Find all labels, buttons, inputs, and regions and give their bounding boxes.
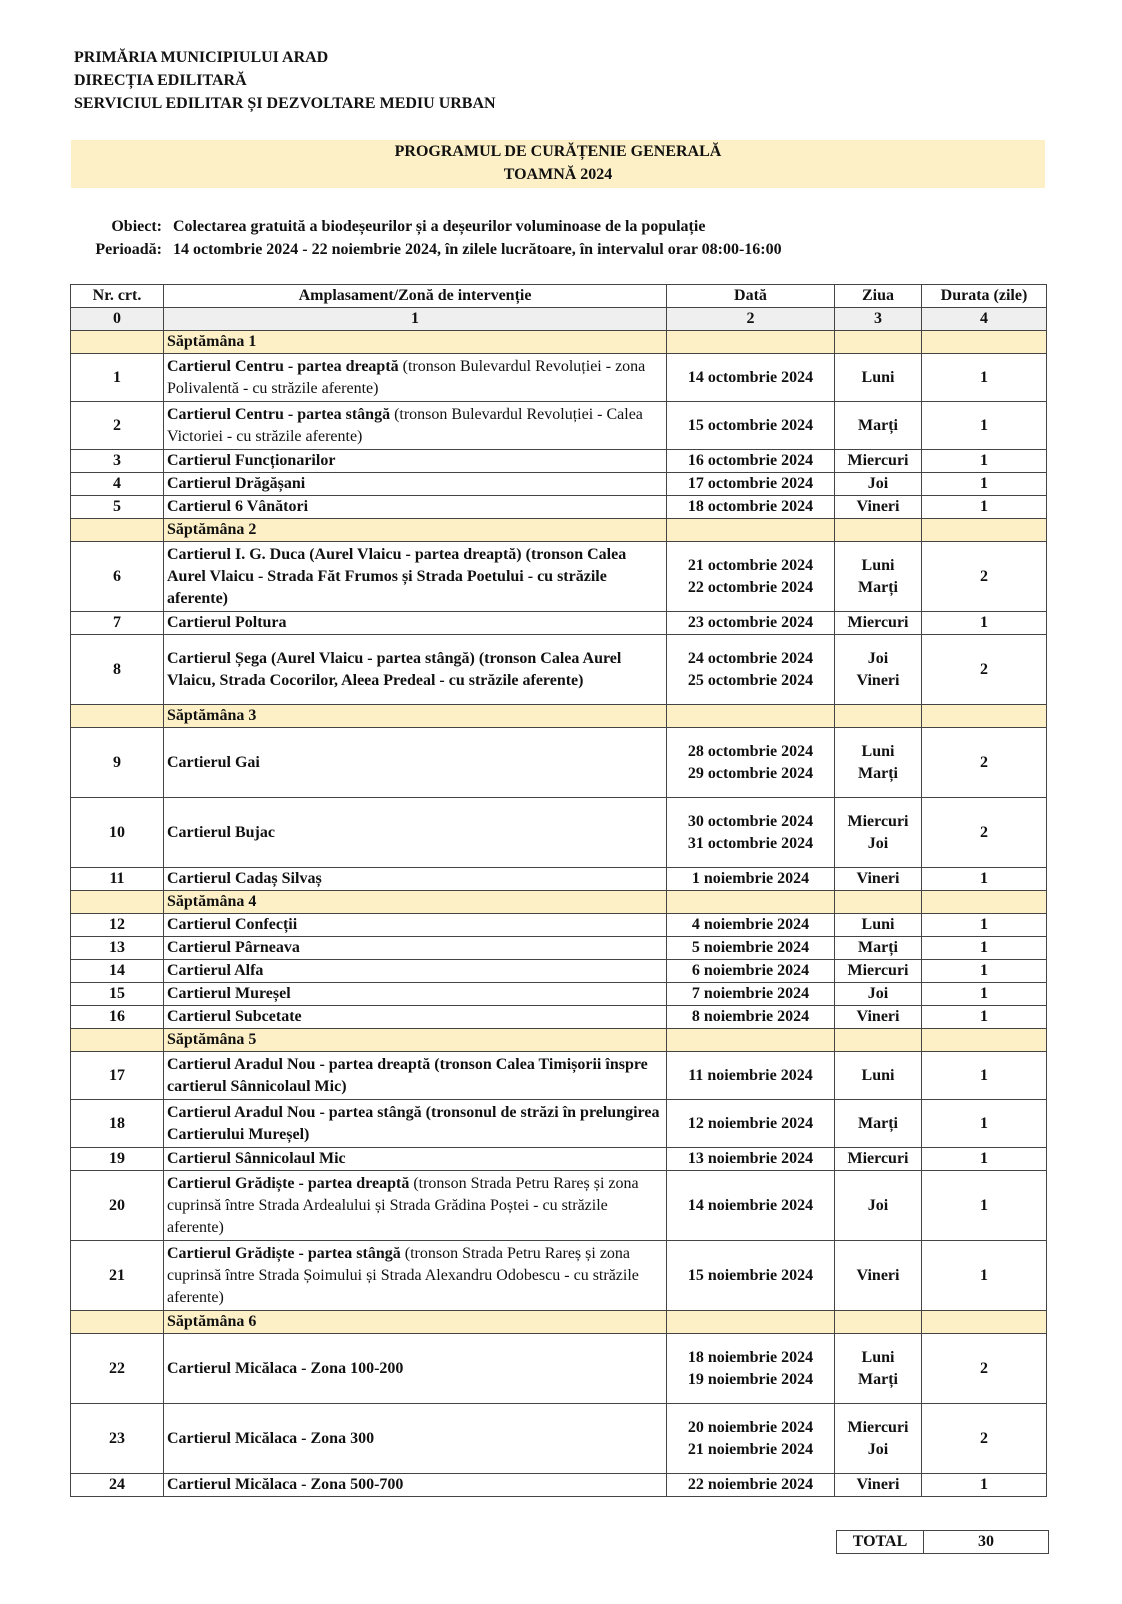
column-index: 2 (667, 308, 835, 331)
day-value: Vineri (856, 498, 900, 515)
date-value: 28 octombrie 2024 (687, 742, 814, 760)
week-spacer (71, 519, 164, 542)
date-cell (667, 1006, 835, 1029)
date-cell (667, 1241, 835, 1311)
location-name: Cartierul Subcetate (167, 1008, 302, 1025)
location-name: Cartierul Sânnicolaul Mic (167, 1150, 346, 1167)
week-spacer (667, 705, 835, 728)
location-description: (tronson Bulevardul Revoluției - Calea Victoriei - cu străzile aferente) (167, 405, 643, 445)
column-header: Nr. crt. (71, 285, 164, 308)
week-spacer (71, 705, 164, 728)
day-value: Vineri (856, 870, 900, 887)
day-value: Marți (858, 578, 898, 596)
date-value: 16 octombrie 2024 (687, 452, 814, 469)
date-value: 12 noiembrie 2024 (687, 1114, 814, 1132)
table-row (71, 914, 1047, 937)
day-cell (835, 635, 922, 705)
week-row (71, 705, 1047, 728)
row-number: 11 (71, 868, 164, 891)
week-label: Săptămâna 4 (164, 891, 667, 914)
table-header-row (71, 285, 1047, 308)
date-value: 4 noiembrie 2024 (691, 916, 810, 933)
row-number: 8 (71, 635, 164, 705)
week-spacer (71, 891, 164, 914)
date-value: 7 noiembrie 2024 (691, 985, 810, 1002)
table-row (71, 960, 1047, 983)
table-row (71, 1100, 1047, 1148)
row-number: 5 (71, 496, 164, 519)
table-row (71, 728, 1047, 798)
day-cell (835, 1474, 922, 1497)
table-row (71, 1334, 1047, 1404)
document-meta (78, 215, 782, 261)
table-row (71, 868, 1047, 891)
duration-cell: 2 (922, 1334, 1047, 1404)
duration-cell: 1 (922, 1052, 1047, 1100)
column-header: Amplasament/Zonă de intervenție (164, 285, 667, 308)
date-value: 18 octombrie 2024 (687, 498, 814, 515)
day-value: Marți (858, 939, 898, 956)
location-cell (164, 1171, 667, 1241)
week-row (71, 1029, 1047, 1052)
date-cell (667, 728, 835, 798)
location-name: Cartierul 6 Vânători (167, 498, 309, 515)
row-number: 20 (71, 1171, 164, 1241)
total-row (837, 1531, 1049, 1554)
week-spacer (71, 331, 164, 354)
date-value: 21 noiembrie 2024 (687, 1440, 814, 1458)
location-name: Cartierul Micălaca - Zona 500-700 (167, 1476, 404, 1493)
day-value: Joi (867, 1440, 889, 1458)
duration-cell: 1 (922, 937, 1047, 960)
obiect-value: Colectarea gratuită a biodeșeurilor și a deșeurilor voluminoase de la populație (173, 218, 706, 235)
day-value: Vineri (856, 1266, 900, 1284)
date-cell (667, 473, 835, 496)
week-row (71, 519, 1047, 542)
day-cell (835, 868, 922, 891)
location-cell (164, 496, 667, 519)
day-value: Marți (858, 764, 898, 782)
day-cell (835, 1241, 922, 1311)
org-line-2: DIRECȚIA EDILITARĂ (74, 72, 247, 89)
date-cell (667, 868, 835, 891)
table-row (71, 1006, 1047, 1029)
location-name: Cartierul Gai (167, 753, 260, 771)
location-cell (164, 354, 667, 402)
location-cell (164, 798, 667, 868)
day-value: Luni (861, 1066, 895, 1084)
week-spacer (667, 1311, 835, 1334)
row-number: 1 (71, 354, 164, 402)
day-cell (835, 960, 922, 983)
location-cell (164, 960, 667, 983)
date-cell (667, 450, 835, 473)
date-value: 22 octombrie 2024 (687, 578, 814, 596)
location-description: (tronson Bulevardul Revoluției - zona Polivalentă - cu străzile aferente) (167, 357, 646, 397)
duration-cell: 2 (922, 1404, 1047, 1474)
week-spacer (667, 1029, 835, 1052)
location-name: Cartierul I. G. Duca (Aurel Vlaicu - partea dreaptă) (tronson Calea Aurel Vlaicu - Strada Făt Frumos și Strada Poetului - cu străzile aferente) (167, 545, 627, 607)
table-row (71, 473, 1047, 496)
date-cell (667, 937, 835, 960)
day-value: Joi (867, 1196, 889, 1214)
location-cell (164, 612, 667, 635)
org-line-3: SERVICIUL EDILITAR ȘI DEZVOLTARE MEDIU URBAN (74, 95, 496, 112)
date-value: 15 octombrie 2024 (687, 416, 814, 434)
table-row (71, 1052, 1047, 1100)
location-name: Cartierul Pârneava (167, 939, 300, 956)
date-cell (667, 1334, 835, 1404)
location-description: (tronson Strada Petru Rareș și zona cuprinsă între Strada Ardealului și Strada Grădina Poștei - cu străzile aferente) (167, 1174, 639, 1236)
day-cell (835, 402, 922, 450)
duration-cell: 1 (922, 496, 1047, 519)
week-spacer (667, 519, 835, 542)
day-cell (835, 450, 922, 473)
location-name: Cartierul Mureșel (167, 985, 291, 1002)
day-cell (835, 1100, 922, 1148)
location-name: Cartierul Grădiște - partea stângă (167, 1244, 401, 1262)
date-cell (667, 914, 835, 937)
day-value: Marți (858, 416, 898, 434)
row-number: 18 (71, 1100, 164, 1148)
table-row (71, 798, 1047, 868)
total-value: 30 (924, 1531, 1049, 1554)
column-index: 0 (71, 308, 164, 331)
date-cell (667, 612, 835, 635)
date-value: 30 octombrie 2024 (687, 812, 814, 830)
week-spacer (835, 891, 922, 914)
location-cell (164, 1241, 667, 1311)
location-name: Cartierul Alfa (167, 962, 264, 979)
location-description: (tronson Strada Petru Rareș și zona cuprinsă între Strada Șoimului și Strada Alexandru Odobescu - cu străzile aferente) (167, 1244, 639, 1306)
week-spacer (835, 1029, 922, 1052)
column-index: 3 (835, 308, 922, 331)
row-number: 17 (71, 1052, 164, 1100)
day-value: Marți (858, 1114, 898, 1132)
table-row (71, 450, 1047, 473)
row-number: 7 (71, 612, 164, 635)
duration-cell: 2 (922, 635, 1047, 705)
location-cell (164, 1052, 667, 1100)
day-cell (835, 1148, 922, 1171)
date-cell (667, 1404, 835, 1474)
week-spacer (922, 331, 1047, 354)
week-spacer (667, 331, 835, 354)
duration-cell: 1 (922, 914, 1047, 937)
day-value: Marți (858, 1370, 898, 1388)
week-spacer (835, 705, 922, 728)
week-spacer (922, 519, 1047, 542)
duration-cell: 1 (922, 612, 1047, 635)
week-label: Săptămâna 5 (164, 1029, 667, 1052)
week-row (71, 331, 1047, 354)
duration-cell: 1 (922, 354, 1047, 402)
duration-cell: 1 (922, 983, 1047, 1006)
duration-cell: 1 (922, 402, 1047, 450)
obiect-label: Obiect: (111, 218, 162, 235)
date-value: 19 noiembrie 2024 (687, 1370, 814, 1388)
table-row (71, 635, 1047, 705)
date-cell (667, 1100, 835, 1148)
date-cell (667, 354, 835, 402)
organization-header (74, 46, 496, 115)
week-spacer (835, 1311, 922, 1334)
total-table (836, 1530, 1049, 1554)
date-cell (667, 1148, 835, 1171)
duration-cell: 1 (922, 450, 1047, 473)
title-line-1: PROGRAMUL DE CURĂȚENIE GENERALĂ (394, 143, 722, 160)
date-value: 22 noiembrie 2024 (687, 1476, 814, 1493)
column-header: Dată (667, 285, 835, 308)
row-number: 10 (71, 798, 164, 868)
location-cell (164, 1474, 667, 1497)
day-value: Joi (867, 649, 889, 667)
location-cell (164, 983, 667, 1006)
row-number: 12 (71, 914, 164, 937)
row-number: 3 (71, 450, 164, 473)
date-cell (667, 542, 835, 612)
perioada-label: Perioadă: (95, 241, 162, 258)
table-row (71, 496, 1047, 519)
location-name: Cartierul Aradul Nou - partea stângă (tronsonul de străzi în prelungirea Cartierului Mureșel) (167, 1103, 660, 1143)
date-value: 14 octombrie 2024 (687, 368, 814, 386)
week-spacer (71, 1029, 164, 1052)
table-row (71, 1148, 1047, 1171)
date-value: 11 noiembrie 2024 (688, 1066, 813, 1084)
location-name: Cartierul Centru - partea dreaptă (167, 357, 399, 375)
location-name: Cartierul Drăgășani (167, 475, 306, 492)
meta-obiect (78, 215, 782, 238)
day-value: Joi (867, 475, 889, 492)
date-value: 20 noiembrie 2024 (687, 1418, 814, 1436)
day-cell (835, 612, 922, 635)
week-spacer (667, 891, 835, 914)
day-value: Luni (861, 556, 895, 574)
day-value: Miercuri (847, 962, 909, 979)
table-row (71, 1404, 1047, 1474)
table-row (71, 1171, 1047, 1241)
day-cell (835, 1052, 922, 1100)
location-cell (164, 1148, 667, 1171)
row-number: 9 (71, 728, 164, 798)
column-index: 4 (922, 308, 1047, 331)
week-label: Săptămâna 1 (164, 331, 667, 354)
location-name: Cartierul Micălaca - Zona 100-200 (167, 1359, 404, 1377)
document-title (71, 140, 1045, 188)
day-value: Vineri (856, 1008, 900, 1025)
day-cell (835, 937, 922, 960)
location-cell (164, 635, 667, 705)
table-row (71, 542, 1047, 612)
date-value: 25 octombrie 2024 (687, 671, 814, 689)
date-value: 17 octombrie 2024 (687, 475, 814, 492)
column-index-row (71, 308, 1047, 331)
day-value: Luni (861, 1348, 895, 1366)
date-cell (667, 960, 835, 983)
day-value: Miercuri (847, 1418, 909, 1436)
date-value: 5 noiembrie 2024 (691, 939, 810, 956)
duration-cell: 1 (922, 868, 1047, 891)
table-row (71, 1241, 1047, 1311)
date-cell (667, 635, 835, 705)
week-spacer (71, 1311, 164, 1334)
day-value: Miercuri (847, 812, 909, 830)
date-value: 23 octombrie 2024 (687, 614, 814, 631)
day-value: Miercuri (847, 614, 909, 631)
week-spacer (922, 891, 1047, 914)
row-number: 13 (71, 937, 164, 960)
duration-cell: 1 (922, 960, 1047, 983)
column-header: Ziua (835, 285, 922, 308)
row-number: 19 (71, 1148, 164, 1171)
location-name: Cartierul Confecții (167, 916, 298, 933)
location-cell (164, 450, 667, 473)
title-line-2: TOAMNĂ 2024 (503, 166, 613, 183)
location-cell (164, 402, 667, 450)
perioada-value: 14 octombrie 2024 - 22 noiembrie 2024, în zilele lucrătoare, în intervalul orar 08:00-16:00 (173, 241, 782, 258)
org-line-1: PRIMĂRIA MUNICIPIULUI ARAD (74, 49, 329, 66)
day-value: Joi (867, 985, 889, 1002)
duration-cell: 1 (922, 1148, 1047, 1171)
date-value: 8 noiembrie 2024 (691, 1008, 810, 1025)
row-number: 6 (71, 542, 164, 612)
date-cell (667, 1171, 835, 1241)
day-value: Miercuri (847, 452, 909, 469)
duration-cell: 1 (922, 1474, 1047, 1497)
day-cell (835, 473, 922, 496)
date-cell (667, 402, 835, 450)
day-cell (835, 914, 922, 937)
day-value: Luni (861, 368, 895, 386)
row-number: 24 (71, 1474, 164, 1497)
location-name: Cartierul Șega (Aurel Vlaicu - partea stângă) (tronson Calea Aurel Vlaicu, Strada Cocorilor, Aleea Predeal - cu străzile aferente) (167, 649, 622, 689)
day-value: Miercuri (847, 1150, 909, 1167)
table-row (71, 612, 1047, 635)
date-value: 1 noiembrie 2024 (691, 870, 810, 887)
row-number: 22 (71, 1334, 164, 1404)
date-value: 15 noiembrie 2024 (687, 1266, 814, 1284)
day-cell (835, 1404, 922, 1474)
duration-cell: 1 (922, 1241, 1047, 1311)
location-name: Cartierul Centru - partea stângă (167, 405, 391, 423)
week-spacer (922, 705, 1047, 728)
location-cell (164, 937, 667, 960)
week-row (71, 1311, 1047, 1334)
date-value: 24 octombrie 2024 (687, 649, 814, 667)
location-name: Cartierul Aradul Nou - partea dreaptă (tronson Calea Timișorii înspre cartierul Sânnicolaul Mic) (167, 1055, 648, 1095)
date-value: 21 octombrie 2024 (687, 556, 814, 574)
table-row (71, 402, 1047, 450)
day-cell (835, 1006, 922, 1029)
date-value: 6 noiembrie 2024 (691, 962, 810, 979)
duration-cell: 1 (922, 473, 1047, 496)
table-row (71, 937, 1047, 960)
row-number: 2 (71, 402, 164, 450)
day-value: Luni (861, 916, 895, 933)
week-spacer (835, 331, 922, 354)
row-number: 21 (71, 1241, 164, 1311)
week-spacer (922, 1311, 1047, 1334)
day-cell (835, 798, 922, 868)
day-cell (835, 983, 922, 1006)
row-number: 4 (71, 473, 164, 496)
location-name: Cartierul Poltura (167, 614, 287, 631)
schedule-table (70, 284, 1047, 1497)
location-cell (164, 1100, 667, 1148)
location-cell (164, 868, 667, 891)
day-cell (835, 354, 922, 402)
day-value: Vineri (856, 1476, 900, 1493)
location-name: Cartierul Grădiște - partea dreaptă (167, 1174, 410, 1192)
day-value: Luni (861, 742, 895, 760)
date-value: 31 octombrie 2024 (687, 834, 814, 852)
location-cell (164, 542, 667, 612)
day-cell (835, 542, 922, 612)
duration-cell: 2 (922, 542, 1047, 612)
week-label: Săptămâna 3 (164, 705, 667, 728)
day-cell (835, 728, 922, 798)
meta-perioada (78, 238, 782, 261)
duration-cell: 1 (922, 1100, 1047, 1148)
duration-cell: 2 (922, 798, 1047, 868)
day-value: Vineri (856, 671, 900, 689)
row-number: 16 (71, 1006, 164, 1029)
location-cell (164, 914, 667, 937)
column-index: 1 (164, 308, 667, 331)
table-row (71, 983, 1047, 1006)
date-cell (667, 983, 835, 1006)
day-cell (835, 1171, 922, 1241)
day-cell (835, 496, 922, 519)
date-cell (667, 1474, 835, 1497)
week-spacer (835, 519, 922, 542)
date-cell (667, 798, 835, 868)
week-row (71, 891, 1047, 914)
row-number: 14 (71, 960, 164, 983)
week-label: Săptămâna 6 (164, 1311, 667, 1334)
location-cell (164, 1334, 667, 1404)
column-header: Durata (zile) (922, 285, 1047, 308)
table-row (71, 1474, 1047, 1497)
duration-cell: 2 (922, 728, 1047, 798)
date-cell (667, 496, 835, 519)
location-cell (164, 473, 667, 496)
day-value: Joi (867, 834, 889, 852)
week-label: Săptămâna 2 (164, 519, 667, 542)
location-cell (164, 1404, 667, 1474)
location-name: Cartierul Cadaș Silvaș (167, 870, 322, 887)
location-name: Cartierul Bujac (167, 823, 275, 841)
day-cell (835, 1334, 922, 1404)
location-cell (164, 1006, 667, 1029)
date-value: 29 octombrie 2024 (687, 764, 814, 782)
row-number: 15 (71, 983, 164, 1006)
week-spacer (922, 1029, 1047, 1052)
duration-cell: 1 (922, 1006, 1047, 1029)
location-name: Cartierul Funcționarilor (167, 452, 336, 469)
date-value: 13 noiembrie 2024 (687, 1150, 814, 1167)
date-value: 14 noiembrie 2024 (687, 1196, 814, 1214)
date-value: 18 noiembrie 2024 (687, 1348, 814, 1366)
location-cell (164, 728, 667, 798)
location-name: Cartierul Micălaca - Zona 300 (167, 1429, 375, 1447)
row-number: 23 (71, 1404, 164, 1474)
date-cell (667, 1052, 835, 1100)
table-row (71, 354, 1047, 402)
total-label: TOTAL (837, 1531, 924, 1554)
duration-cell: 1 (922, 1171, 1047, 1241)
